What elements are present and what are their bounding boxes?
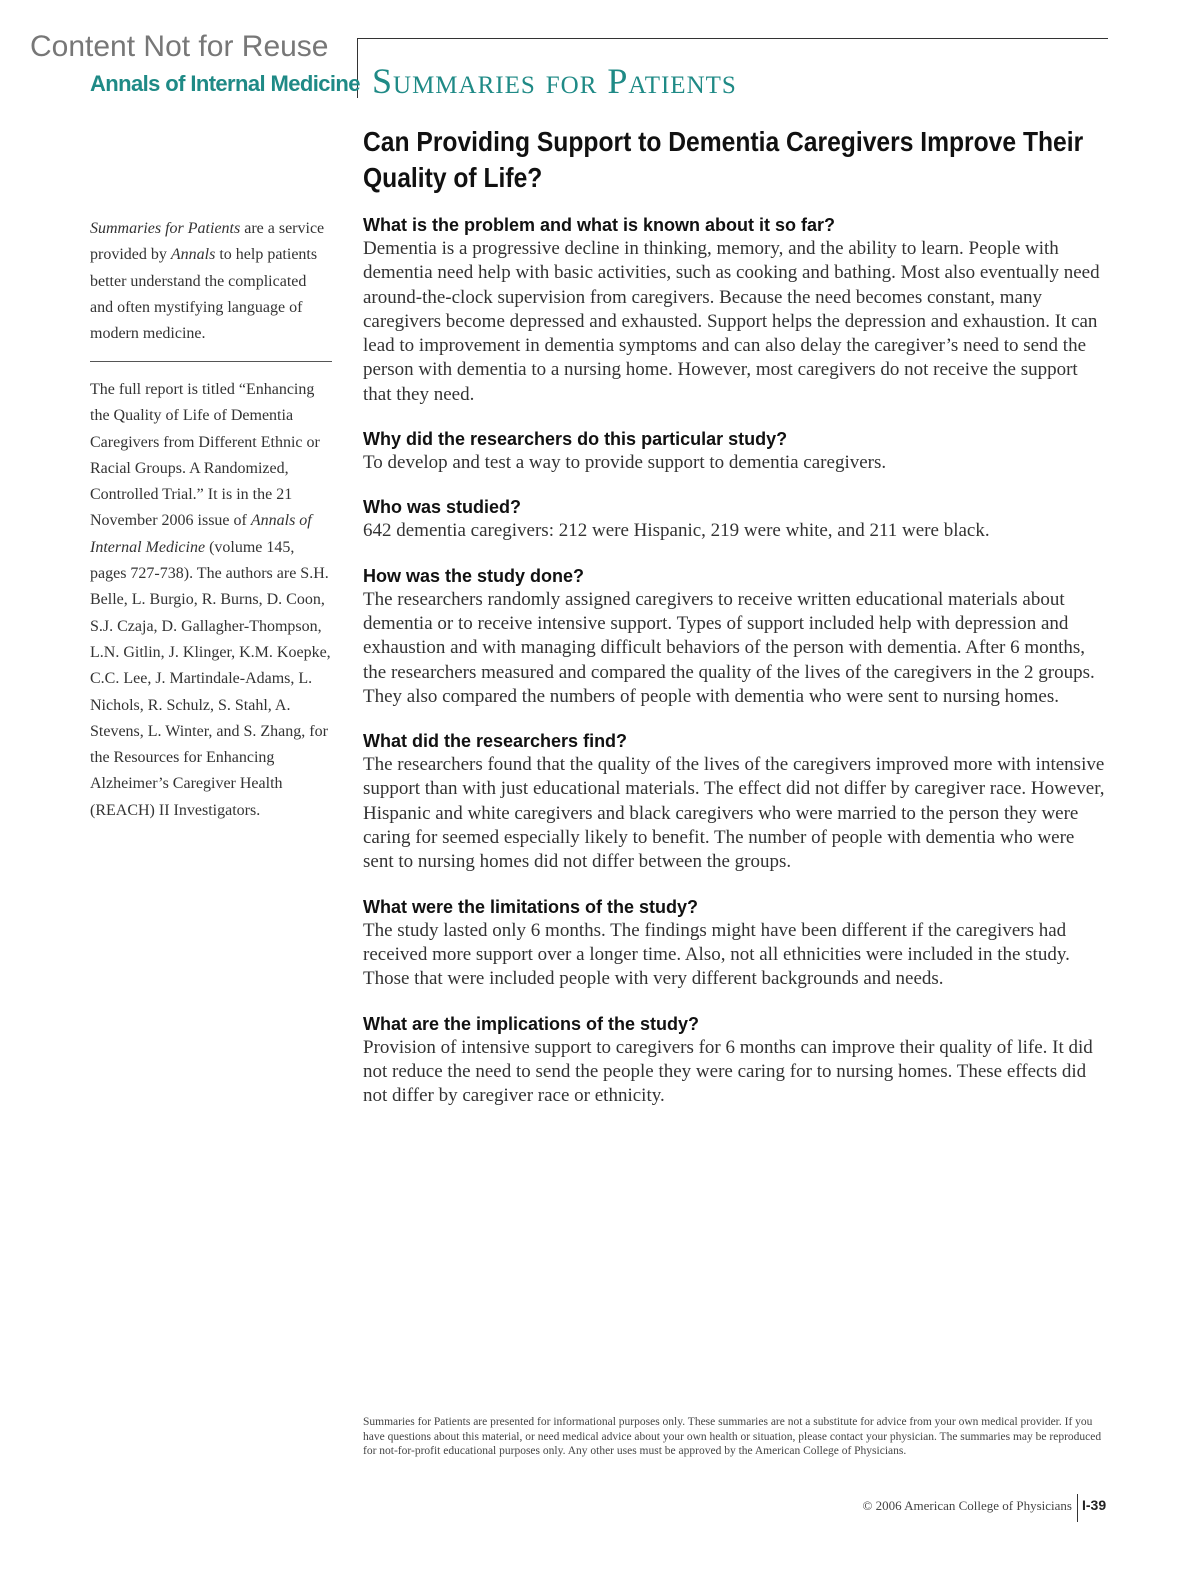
footer-disclaimer: Summaries for Patients are presented for informational purposes only. These summaries are not a substitute for advice from your own medical provider. If you have questions about this material, or need medical advice about your own health or situation, please contact your physician. The summaries may be reproduced for not-for-profit educational purposes only. Any other uses must be approved by the American College of Physicians. (363, 1416, 1102, 1457)
sidebar-intro (90, 216, 332, 347)
sidebar-intro-italic: Summaries for Patients (90, 220, 241, 237)
sidebar-divider (90, 361, 332, 362)
section-text: To develop and test a way to provide support to dementia caregivers. (363, 452, 887, 474)
section-heading: What is the problem and what is known about it so far? (363, 215, 836, 235)
section-heading: How was the study done? (363, 565, 585, 586)
section-heading: What are the implications of the study? (363, 1013, 700, 1034)
section-implications (363, 1012, 1108, 1109)
sidebar-intro-text-a: are a service provided by (90, 220, 325, 264)
section-heading: What did the researchers find? (363, 731, 628, 752)
sidebar-report-text-b: (volume 145, pages 727-738). The authors are S.H. Belle, L. Burgio, R. Burns, D. Coon, S.J. Czaja, D. Gallagher-Thompson, L.N. Gitlin, J. Klinger, K.M. Koepke, C.C. Lee, J. Martindale-Adams, L. Nichols, R. Schulz, S. Stahl, A. Stevens, L. Winter, and S. Zhang, for the Resources for Enhancing Alzheimer’s Caregiver Health (REACH) II Investigators. (90, 538, 331, 819)
sidebar-intro-text-b: to help patients better understand the complicated and often mystifying language of modern medicine. (90, 246, 318, 343)
watermark: Content Not for Reuse (30, 30, 329, 63)
section-title: Summaries for Patients (372, 61, 737, 101)
section-heading: Why did the researchers do this particular study? (363, 429, 788, 450)
footer-divider (1077, 1494, 1078, 1522)
section-text: 642 dementia caregivers: 212 were Hispanic, 219 were white, and 211 were black. (363, 520, 990, 542)
sidebar-report-text-a: The full report is titled “Enhancing the Quality of Life of Dementia Caregivers from Different Ethnic or Racial Groups. A Randomized, Controlled Trial.” It is in the 21 November 2006 issue of (90, 381, 320, 530)
section-who (363, 495, 1108, 543)
page-number: I-39 (1082, 1497, 1107, 1513)
section-text: Provision of intensive support to caregivers for 6 months can improve their quality of life. It did not reduce the need to send the people they were caring for to nursing homes. These effects did not differ by caregiver race or ethnicity. (363, 1036, 1093, 1107)
sidebar-report-journal: Annals of Internal Medicine (90, 512, 312, 556)
section-text: Dementia is a progressive decline in thinking, memory, and the ability to learn. People with dementia need help with basic activities, such as cooking and bathing. Most also eventually need around-the-clock supervision from caregivers. Because the need becomes constant, many caregivers become depressed and exhausted. Support helps the depression and exhaustion. It can lead to improvement in dementia symptoms and can also delay the caregiver’s need to send the person with dementia to a nursing home. However, most caregivers do not receive the support that they need. (363, 238, 1100, 405)
section-text: The study lasted only 6 months. The findings might have been different if the caregivers had received more support over a longer time. Also, not all ethnicities were included in the study. Those that were included people with very different backgrounds and needs. (363, 919, 1070, 990)
main-content (363, 213, 1108, 1128)
section-problem (363, 213, 1108, 407)
header-rule (358, 38, 1108, 39)
section-text: The researchers randomly assigned caregivers to receive written educational materials about dementia or to receive intensive support. Types of support included help with depression and exhaustion and with managing difficult behaviors of the person with dementia. After 6 months, the researchers measured and compared the quality of the lives of the caregivers in the 2 groups. They also compared the numbers of people with dementia who were sent to nursing homes. (363, 588, 1095, 707)
journal-name: Annals of Internal Medicine (90, 71, 360, 96)
section-why (363, 427, 1108, 475)
section-heading: Who was studied? (363, 497, 522, 518)
footer-copyright: © 2006 American College of Physicians (862, 1498, 1072, 1513)
section-how (363, 564, 1108, 709)
section-heading: What were the limitations of the study? (363, 896, 699, 917)
section-text: The researchers found that the quality of the lives of the caregivers improved more with intensive support than with just educational materials. The effect did not differ by caregiver race. However, Hispanic and white caregivers and black caregivers who were married to the person they were caring for seemed especially likely to benefit. The number of people with dementia who were sent to nursing homes did not differ between the groups. (363, 754, 1105, 873)
section-limitations (363, 895, 1108, 992)
sidebar-report (90, 377, 332, 824)
section-findings (363, 729, 1108, 874)
article-title: Can Providing Support to Dementia Caregivers Improve Their Quality of Life? (363, 126, 1084, 193)
sidebar-intro-annals: Annals (170, 246, 216, 264)
